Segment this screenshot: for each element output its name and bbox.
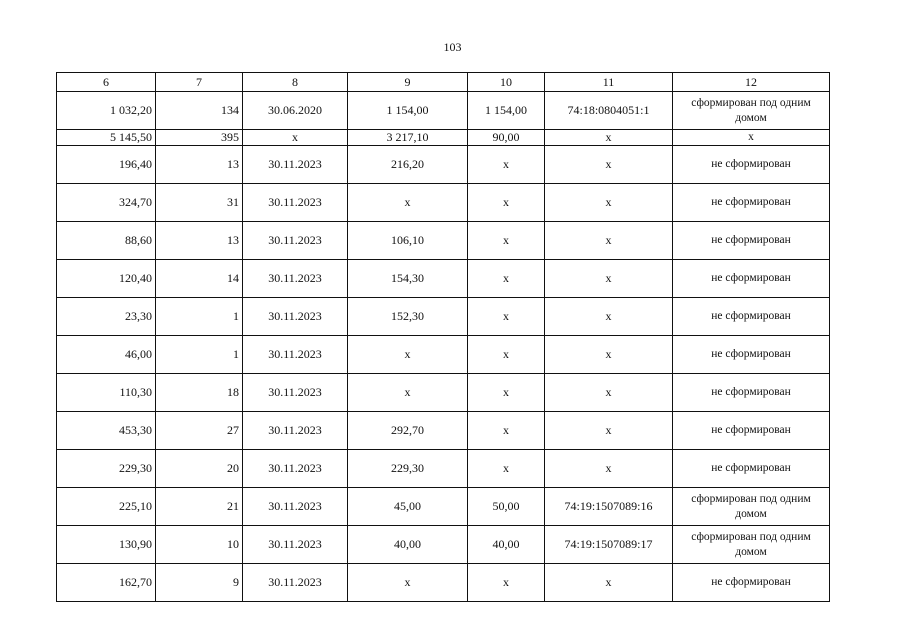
cell-area: 120,40 (57, 260, 156, 298)
cell-cadastral-number: x (545, 146, 673, 184)
cell-area-2: 40,00 (348, 526, 468, 564)
cell-cadastral-number: 74:19:1507089:16 (545, 488, 673, 526)
cell-cadastral-number: 74:18:0804051:1 (545, 92, 673, 130)
cell-date: 30.11.2023 (243, 260, 348, 298)
column-header-8: 8 (243, 73, 348, 92)
table-row (57, 298, 830, 336)
cell-area: 225,10 (57, 488, 156, 526)
cell-area: 1 032,20 (57, 92, 156, 130)
cell-area: 46,00 (57, 336, 156, 374)
cell-status: не сформирован (673, 146, 830, 184)
cell-count: 21 (156, 488, 243, 526)
cell-area-2: 45,00 (348, 488, 468, 526)
cell-area: 130,90 (57, 526, 156, 564)
cell-area-3: x (468, 298, 545, 336)
cell-cadastral-number: x (545, 374, 673, 412)
table-row (57, 526, 830, 564)
cell-date: 30.11.2023 (243, 222, 348, 260)
cell-area-3: x (468, 260, 545, 298)
cell-status: не сформирован (673, 260, 830, 298)
cell-cadastral-number: x (545, 450, 673, 488)
cell-count: 1 (156, 336, 243, 374)
cell-status: сформирован под одним домом (673, 526, 830, 564)
data-table (56, 72, 830, 602)
cell-area-2: 216,20 (348, 146, 468, 184)
cell-count: 31 (156, 184, 243, 222)
cell-cadastral-number: x (545, 130, 673, 146)
table-row (57, 564, 830, 602)
cell-date: 30.11.2023 (243, 526, 348, 564)
cell-area-3: x (468, 450, 545, 488)
cell-status: не сформирован (673, 412, 830, 450)
cell-area: 5 145,50 (57, 130, 156, 146)
cell-cadastral-number: x (545, 412, 673, 450)
cell-count: 20 (156, 450, 243, 488)
cell-status: не сформирован (673, 336, 830, 374)
cell-area: 453,30 (57, 412, 156, 450)
cell-date: 30.11.2023 (243, 374, 348, 412)
cell-area-3: x (468, 184, 545, 222)
cell-cadastral-number: x (545, 184, 673, 222)
cell-cadastral-number: x (545, 222, 673, 260)
cell-area-2: x (348, 336, 468, 374)
cell-area-3: x (468, 374, 545, 412)
cell-date: 30.11.2023 (243, 336, 348, 374)
cell-count: 27 (156, 412, 243, 450)
cell-area-2: 1 154,00 (348, 92, 468, 130)
cell-area: 23,30 (57, 298, 156, 336)
cell-area: 88,60 (57, 222, 156, 260)
table-row (57, 130, 830, 146)
cell-cadastral-number: x (545, 336, 673, 374)
column-header-6: 6 (57, 73, 156, 92)
cell-area-3: x (468, 146, 545, 184)
cell-cadastral-number: 74:19:1507089:17 (545, 526, 673, 564)
table-row (57, 412, 830, 450)
cell-status: не сформирован (673, 450, 830, 488)
column-header-10: 10 (468, 73, 545, 92)
cell-area-2: 106,10 (348, 222, 468, 260)
table-row (57, 450, 830, 488)
cell-count: 395 (156, 130, 243, 146)
cell-area-2: x (348, 564, 468, 602)
cell-status: не сформирован (673, 564, 830, 602)
cell-area-2: 3 217,10 (348, 130, 468, 146)
table-row (57, 488, 830, 526)
cell-area-3: 90,00 (468, 130, 545, 146)
column-header-11: 11 (545, 73, 673, 92)
cell-area: 196,40 (57, 146, 156, 184)
cell-area-3: x (468, 412, 545, 450)
cell-status: не сформирован (673, 374, 830, 412)
table-row (57, 92, 830, 130)
cell-area-2: x (348, 184, 468, 222)
cell-area: 324,70 (57, 184, 156, 222)
cell-status: сформирован под одним домом (673, 488, 830, 526)
cell-count: 13 (156, 222, 243, 260)
cell-area-3: x (468, 336, 545, 374)
table-row (57, 374, 830, 412)
cell-count: 134 (156, 92, 243, 130)
table-header-row (57, 73, 830, 92)
cell-date: 30.06.2020 (243, 92, 348, 130)
cell-count: 10 (156, 526, 243, 564)
cell-area-2: x (348, 374, 468, 412)
table-row (57, 184, 830, 222)
table-row (57, 222, 830, 260)
cell-status: не сформирован (673, 222, 830, 260)
cell-status: сформирован под одним домом (673, 92, 830, 130)
table-row (57, 260, 830, 298)
column-header-7: 7 (156, 73, 243, 92)
cell-area-2: 229,30 (348, 450, 468, 488)
cell-status: не сформирован (673, 298, 830, 336)
cell-area-3: 50,00 (468, 488, 545, 526)
cell-date: 30.11.2023 (243, 564, 348, 602)
cell-count: 18 (156, 374, 243, 412)
cell-date: x (243, 130, 348, 146)
cell-count: 14 (156, 260, 243, 298)
cell-count: 9 (156, 564, 243, 602)
page-number: 103 (443, 40, 462, 54)
table-row (57, 336, 830, 374)
cell-area-2: 292,70 (348, 412, 468, 450)
cell-count: 1 (156, 298, 243, 336)
cell-cadastral-number: x (545, 260, 673, 298)
cell-cadastral-number: x (545, 298, 673, 336)
cell-date: 30.11.2023 (243, 184, 348, 222)
cell-date: 30.11.2023 (243, 450, 348, 488)
cell-area-3: x (468, 564, 545, 602)
cell-area-2: 152,30 (348, 298, 468, 336)
cell-date: 30.11.2023 (243, 412, 348, 450)
cell-area-3: x (468, 222, 545, 260)
cell-area-3: 40,00 (468, 526, 545, 564)
cell-count: 13 (156, 146, 243, 184)
cell-area: 110,30 (57, 374, 156, 412)
cell-status: x (673, 130, 830, 146)
table-row (57, 146, 830, 184)
cell-area-3: 1 154,00 (468, 92, 545, 130)
column-header-12: 12 (673, 73, 830, 92)
cell-area: 162,70 (57, 564, 156, 602)
cell-area-2: 154,30 (348, 260, 468, 298)
cell-date: 30.11.2023 (243, 146, 348, 184)
column-header-9: 9 (348, 73, 468, 92)
cell-status: не сформирован (673, 184, 830, 222)
cell-date: 30.11.2023 (243, 298, 348, 336)
cell-date: 30.11.2023 (243, 488, 348, 526)
cell-area: 229,30 (57, 450, 156, 488)
cell-cadastral-number: x (545, 564, 673, 602)
